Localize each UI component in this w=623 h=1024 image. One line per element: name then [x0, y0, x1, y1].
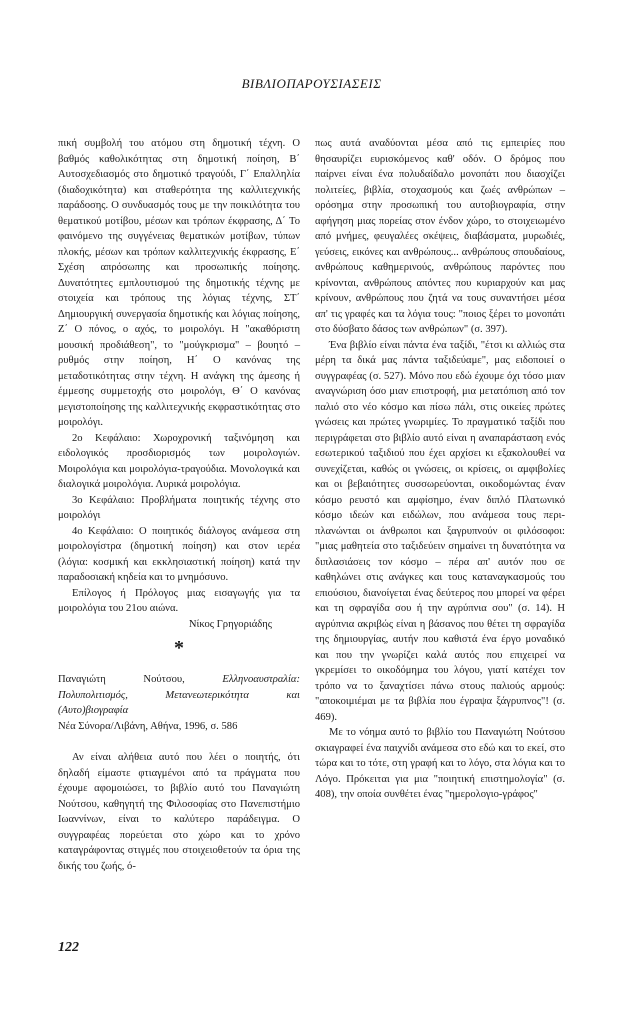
- paragraph: Αν είναι αλήθεια αυτό που λέει ο ποιητής, ότι δηλαδή είμαστε φτιαγμένοι από τα πράγματα που έχουμε αφομοιώσει, το βιβλίο αυτό του Παναγιώτη Νούτσου, καθηγητή της Φιλοσοφίας στο Πανεπιστήμιο Ιωαννίνων, είναι το καλύτερο παράδειγμα. Ο συγγραφέας πορεύεται στο χώρο και το χρόνο καταγράφοντας στιγμές που στοιχειοθετούν τα όρια της δικής του ζωής, ό-: [58, 752, 300, 872]
- book-reference: [58, 672, 300, 734]
- section-separator: *: [174, 637, 184, 659]
- right-column: [315, 136, 565, 803]
- paragraph: 4ο Κεφάλαιο: Ο ποιητικός διάλογος ανάμεσα στη μοιρολογίστρα (δημοτική ποίηση) και στον ιερέα (λόγια: κοσμική και εκκλησιαστική ποίηση) κατά την παραδοσιακή κηδεία και το μνημόσυνο.: [58, 525, 300, 583]
- paragraph: Με το νόημα αυτό το βιβλίο του Παναγιώτη Νούτσου σκιαγραφεί ένα παιχνίδι ανάμεσα στο εδώ και το εκεί, στο τώρα και το τότε, στη γραφή και το λόγο, στα λόγια και το Λόγο. Πρόκειται για μια "ποιητική επιστημολογία" (σ. 408), την οποία συνθέτει ένας "ημερολογιο-γράφος": [315, 727, 565, 800]
- paragraph: Επίλογος ή Πρόλογος μιας εισαγωγής για τα μοιρολόγια του 21ου αιώνα.: [58, 587, 300, 614]
- book-publication: Νέα Σύνορα/Λιβάνη, Αθήνα, 1996, σ. 586: [58, 720, 238, 732]
- paragraph: Ένα βιβλίο είναι πάντα ένα ταξίδι, "έτσι κι αλλιώς στα μέρη τα δικά μας πάντα ταξιδεύαμε", μας ειδοποιεί ο συγγραφέας (σ. 527). Μόνο που εδώ έχουμε όχι τόσο μιαν αναγνώριση όσο μιαν επιστροφή, μια μετατόπιση από τον παλιό στο νέο κόσμο και πίσω πάλι, στις οικείες πρώτες γνώσεις και πρώτες γνωριμίες. Το πραγματικό ταξίδι που περιγράφεται στο βιβλίο αυτό είναι η αναπαράσταση ενός εσωτερικού ταξιδιού που έχει αρχίσει κι εξακολουθεί να συνεχίζεται, καθώς οι γνώσεις, οι κρίσεις, οι αμφιβολίες και οι βεβαιότητες συσσωρεύονται, οικοδομώντας έναν κόσμο ρευστό και αμφίσημο, έναν διπλό Πλατωνικό κόσμο ιδεών και ειδώλων, που ανάμεσα τους περι-πλανώνται οι άνθρωποι και ξαγρυπνούν οι φιλόσοφοι: "μιας μαθητεία στο ταξιδεύειν σημαίνει τη δυνατότητα να διπλασιάσεις τον κόσμο – πέρα απ' αυτόν που σε καθηλώνει στις ανάγκες και τους καταναγκασμούς του επιούσιου, διανοίγεται ένας δεύτερος που μπορεί να φέρει και τη σφραγίδα σου ή την αγρύπνια σου" (σ. 14). Η αγρύπνια ακριβώς είναι η βάσανος που θέτει τη σφραγίδα της δημιουργίας, αυτήν που καθιστά ένα έργο μοναδικό και που την γνωρίζει καλά αυτός που επιχειρεί να γκρεμίσει το οικοδόμημα του λόγου, γιατί κατέχει τον τρόπο να το ξαναχτίσει πάνω στους παλιούς αρμούς: "αποκοιμιέμαι με τα βιβλία που έγραψα ξάγρυπνος"! (σ. 469).: [315, 339, 565, 723]
- reviewer-signature: Νίκος Γρηγοριάδης: [188, 618, 272, 630]
- book-author: Παναγιώτη Νούτσου,: [58, 674, 223, 685]
- page-number: 122: [58, 940, 79, 955]
- left-column: [58, 136, 300, 874]
- running-header: ΒΙΒΛΙΟΠΑΡΟΥΣΙΑΣΕΙΣ: [241, 76, 382, 91]
- paragraph: πική συμβολή του ατόμου στη δημοτική τέχνη. Ο βαθμός καθολικότητας στη δημοτική ποίηση, Β΄ Αυτοσχεδιασμός στο δημοτικό τραγούδι, Γ΄ Επαλληλία (διαδοχικότητα) και σταθερότητα της καλλιτεχνικής παράδοσης. Ο συνδυασμός τους με την ποικιλότητα του θεματικού μοτίβου, μέσων και τρόπων έκφρασης, Δ΄ Το φαινόμενο της συγγένειας θεματικών μοτίβων, τύπων πλοκής, μέσων και τρόπων καλλιτεχνικής έκφρασης, Ε΄ Σχέση απρόσωπης και προσωπικής ποίησης. Δυνατότητες εμπλουτισμού της δημοτικής τέχνης με στοιχεία και τρόπους της λόγιας τέχνης, ΣΤ΄ Δημιουργική συνεργασία δημοτικής και λόγιας ποίησης, Ζ΄ Ο πόνος, ο αχός, το μοιρολόγι. Η "ακαθόριστη μουσική προδιάθεση", το "μούγκρισμα" – βουητό – ρυθμός στην ποίηση, Η΄ Ο κανόνας της μεταδοτικότητας στην τέχνη. Η ανάγκη της άμεσης ή έμμεσης συμμετοχής στο μοιρολόγι, Θ΄ Ο κανόνας μεγιστοποίησης της καλλιτεχνικής εκφραστικότητας στο μοιρολόγι.: [58, 138, 300, 428]
- paragraph: 3ο Κεφάλαιο: Προβλήματα ποιητικής τέχνης στο μοιρολόγι: [58, 494, 300, 521]
- paragraph: πως αυτά αναδύονται μέσα από τις εμπειρίες που θησαυρίζει ευρισκόμενος καθ' οδόν. Ο δρόμος που παίρνει είναι ένα πολυδαίδαλο μονοπάτι που διασχίζει πολιτείες, βιβλία, στοχασμούς και ζωές ανθρώπων – ορόσημα στην προσωπική του αυτοβιογραφία, στην αφήγηση μιας πορείας στον ένδον χώρο, το στοιχειωμένο από μνήμες, φευγαλέες σκέψεις, διαβάσματα, μυρωδιές, γεύσεις, εικόνες και ανθρώπους... ανθρώπους σπουδαίους, ανθρώπους καθημερινούς, ανθρώπους παρόντες που κρίνονται, ανθρώπους απόντες που κυριαρχούν και μας κρίνουν, ανθρώπους που ζητά να τους συναντήσει μέσα απ' τις γραφές και τα λόγια τους: "ποιος ξέρει το μονοπάτι στο δύσβατο δάσος των ανθρώπων" (σ. 397).: [315, 138, 565, 335]
- book-title: Ελληνοαυστραλία: Πολυπολιτισμός, Μετανεωτερικότητα και (Αυτο)βιογραφία: [58, 674, 300, 716]
- paragraph: 2ο Κεφάλαιο: Χωροχρονική ταξινόμηση και ειδολογικός προσδιορισμός των μοιρολογιών. Μοιρολόγια και μοιρολόγια-τραγούδια. Μονολογικά και διαλογικά μοιρολόγια. Λυρικά μοιρολόγια.: [58, 432, 300, 490]
